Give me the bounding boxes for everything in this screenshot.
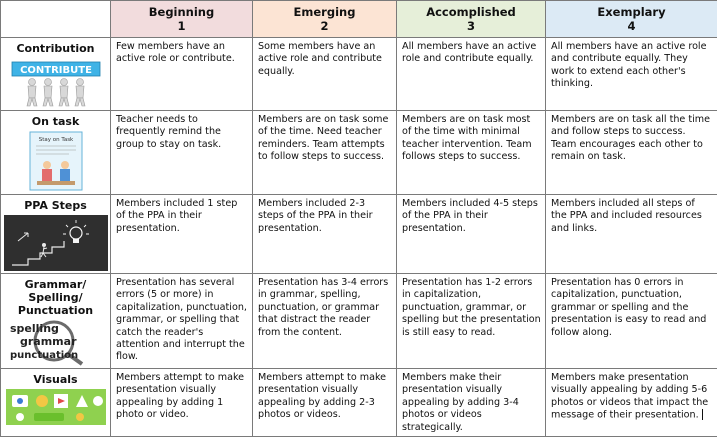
- criterion-line: Grammar/: [25, 278, 87, 291]
- table-row: [1, 195, 717, 274]
- criterion-cell-contribution: [1, 38, 111, 111]
- table-row: [1, 111, 717, 195]
- table-row: [1, 274, 717, 369]
- cell-emerging: Members included 2-3 steps of the PPA in their presentation.: [253, 195, 397, 274]
- cell-beginning: Few members have an active role or contribute.: [111, 38, 253, 111]
- header-emerging: [253, 1, 397, 38]
- level-name: Emerging: [253, 5, 396, 19]
- cell-accomplished: Members make their presentation visually appealing by adding 3-4 photos or videos strategically.: [397, 369, 546, 437]
- criterion-label: Contribution: [1, 42, 110, 55]
- poster-title: Stay on Task: [38, 137, 73, 143]
- criterion-line: Punctuation: [18, 304, 93, 317]
- header-row: [1, 1, 717, 38]
- cell-exemplary: All members have an active role and contribute equally. They work to extend each other's thinking.: [546, 38, 717, 111]
- cell-exemplary[interactable]: [546, 369, 717, 437]
- criterion-line: Spelling/: [28, 291, 82, 304]
- cell-accomplished: All members have an active role and contribute equally.: [397, 38, 546, 111]
- table-row: [1, 38, 717, 111]
- cell-accomplished: Members are on task most of the time with minimal teacher intervention. Team follows steps to success.: [397, 111, 546, 195]
- cell-beginning: Members attempt to make presentation visually appealing by adding 1 photo or video.: [111, 369, 253, 437]
- level-name: Accomplished: [397, 5, 545, 19]
- cell-exemplary-text: Members make presentation visually appealing by adding 5-6 photos or videos that impact the message of their presentation.: [551, 372, 708, 421]
- cell-accomplished: Members included 4-5 steps of the PPA in their presentation.: [397, 195, 546, 274]
- criterion-cell-visuals: [1, 369, 111, 437]
- chalkboard-steps-image: [4, 215, 108, 271]
- criterion-cell-grammar: [1, 274, 111, 369]
- header-exemplary: [546, 1, 717, 38]
- level-score: 1: [111, 19, 252, 33]
- header-accomplished: [397, 1, 546, 38]
- level-score: 3: [397, 19, 545, 33]
- criterion-label: PPA Steps: [1, 199, 110, 212]
- cell-emerging: Members attempt to make presentation visually appealing by adding 2-3 photos or videos.: [253, 369, 397, 437]
- cell-exemplary: Members are on task all the time and follow steps to success. Team encourages each other to remain on task.: [546, 111, 717, 195]
- cell-beginning: Presentation has several errors (5 or more) in capitalization, punctuation, grammar, or spelling that catch the reader's attention and interrupt the flow.: [111, 274, 253, 369]
- criterion-cell-on-task: [1, 111, 111, 195]
- cell-beginning: Teacher needs to frequently remind the group to stay on task.: [111, 111, 253, 195]
- magnifier-words-image: [6, 320, 106, 366]
- level-score: 2: [253, 19, 396, 33]
- cell-exemplary: Presentation has 0 errors in capitalization, punctuation, grammar or spelling and the presentation is easy to read and follow along.: [546, 274, 717, 369]
- contribute-figures-image: [6, 58, 106, 108]
- criterion-label: On task: [1, 115, 110, 128]
- level-name: Exemplary: [546, 5, 717, 19]
- word-punctuation: punctuation: [10, 350, 78, 361]
- corner-cell: [1, 1, 111, 38]
- criterion-cell-ppa-steps: [1, 195, 111, 274]
- cell-emerging: Members are on task some of the time. Need teacher reminders. Team attempts to follow steps to success.: [253, 111, 397, 195]
- level-score: 4: [546, 19, 717, 33]
- cell-beginning: Members included 1 step of the PPA in their presentation.: [111, 195, 253, 274]
- contribute-word: CONTRIBUTE: [20, 65, 92, 76]
- criterion-label: [1, 278, 110, 317]
- word-grammar: grammar: [20, 335, 77, 348]
- header-beginning: [111, 1, 253, 38]
- level-name: Beginning: [111, 5, 252, 19]
- text-cursor: [702, 409, 703, 420]
- word-spelling: spelling: [10, 322, 59, 335]
- stay-on-task-poster-image: [29, 131, 83, 191]
- cell-emerging: Presentation has 3-4 errors in grammar, spelling, punctuation, or grammar that distract the reader from the content.: [253, 274, 397, 369]
- cell-exemplary: Members included all steps of the PPA and included resources and links.: [546, 195, 717, 274]
- visuals-icons-image: [6, 389, 106, 425]
- cell-emerging: Some members have an active role and contribute equally.: [253, 38, 397, 111]
- criterion-label: Visuals: [1, 373, 110, 386]
- table-row: [1, 369, 717, 437]
- cell-accomplished: Presentation has 1-2 errors in capitalization, punctuation, grammar, or spelling but the presentation is still easy to read.: [397, 274, 546, 369]
